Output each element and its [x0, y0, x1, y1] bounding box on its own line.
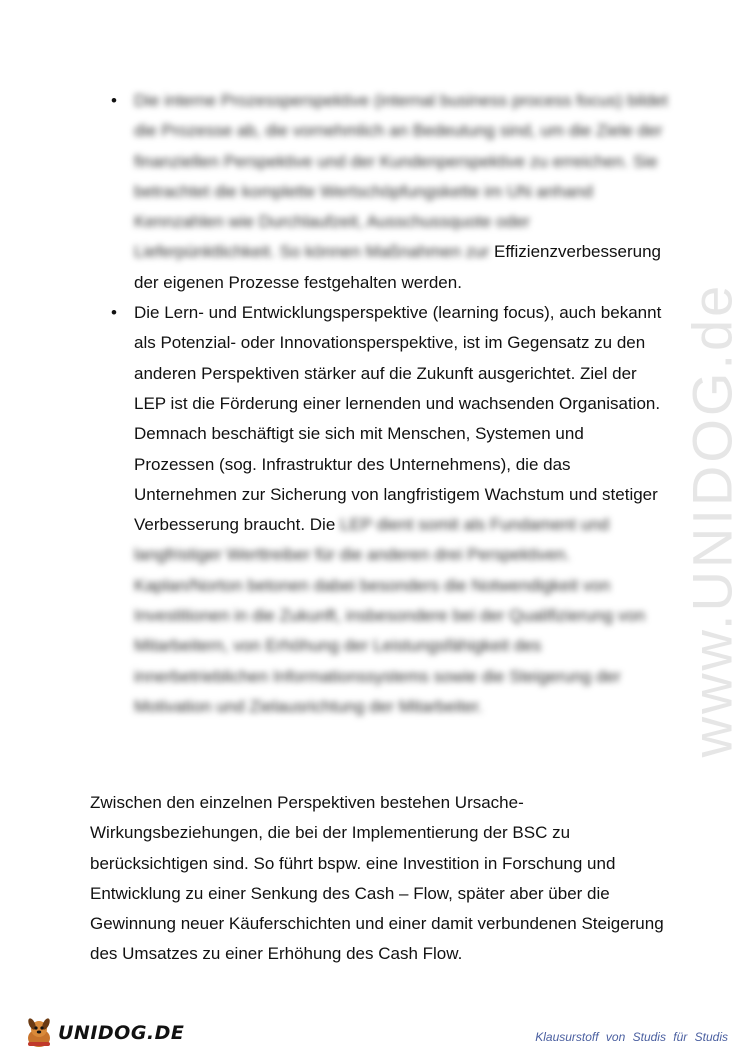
body-paragraph: Zwischen den einzelnen Perspektiven bestehen Ursache-Wirkungsbeziehungen, die bei der Implementierung der BSC zu berücksichtigen sind. So führt bspw. eine Investition in Forschung und Entwicklung zu einer Senkung des Cash – Flow, später aber über die Gewinnung neuer Käuferschichten und einer damit verbundenen Steigerung des Umsatzes zu einer Erhöhung des Cash Flow.	[90, 793, 664, 964]
bullet-item-learning-perspective	[108, 298, 668, 722]
footer-logo[interactable]	[22, 1016, 184, 1050]
bullet-list	[108, 86, 668, 722]
bullet-dot-icon: •	[111, 91, 117, 110]
bullet-item-process-perspective	[108, 86, 668, 298]
blurred-text: LEP dient somit als Fundament und langfristiger Werttreiber für die anderen drei Perspektiven. Kaplan/Norton betonen dabei besonders die Notwendigkeit von Investitionen in die Zukunft, insbesondere bei der Qualifizierung von Mitarbeitern, von Erhöhung der Leistungsfähigkeit des innerbetrieblichen Informationssystems sowie die Steigerung der Motivation und Zielausrichtung der Mitarbeiter.	[134, 515, 646, 716]
bullet-dot-icon: •	[111, 303, 117, 323]
dog-mascot-icon	[22, 1016, 56, 1050]
visible-text: Die Lern- und Entwicklungsperspektive (learning focus), auch bekannt als Potenzial- oder Innovationsperspektive, ist im Gegensatz zu den anderen Perspektiven stärker auf die Zukunft ausgerichtet. Ziel der LEP ist die Förderung einer lernenden und wachsenden Organisation. Demnach beschäftigt sie sich mit Menschen, Systemen und Prozessen (sog. Infrastruktur des Unternehmens), die das Unternehmen zur Sicherung von langfristigem Wachstum und stetiger Verbesserung braucht. Die	[134, 303, 662, 535]
logo-text: UNIDOG.DE	[58, 1022, 185, 1044]
blurred-text: Die interne Prozessperspektive (internal business process focus) bildet die Prozesse ab, die vornehmlich an Bedeutung sind, um die Ziele der finanziellen Perspektive und der Kundenperspektive zu erreichen. Sie betrachtet die komplette Wertschöpfungskette im UN anhand Kennzahlen wie Durchlaufzeit, Ausschussquote oder Lieferpünktlichkeit. So können Maßnahmen zur	[134, 91, 668, 262]
footer-tagline: Klausurstoff von Studis für Studis	[535, 1030, 728, 1044]
watermark: www.UNIDOG.de	[680, 282, 744, 758]
visible-text: Effizienzverbesserung der eigenen Prozesse festgehalten werden.	[134, 242, 661, 292]
